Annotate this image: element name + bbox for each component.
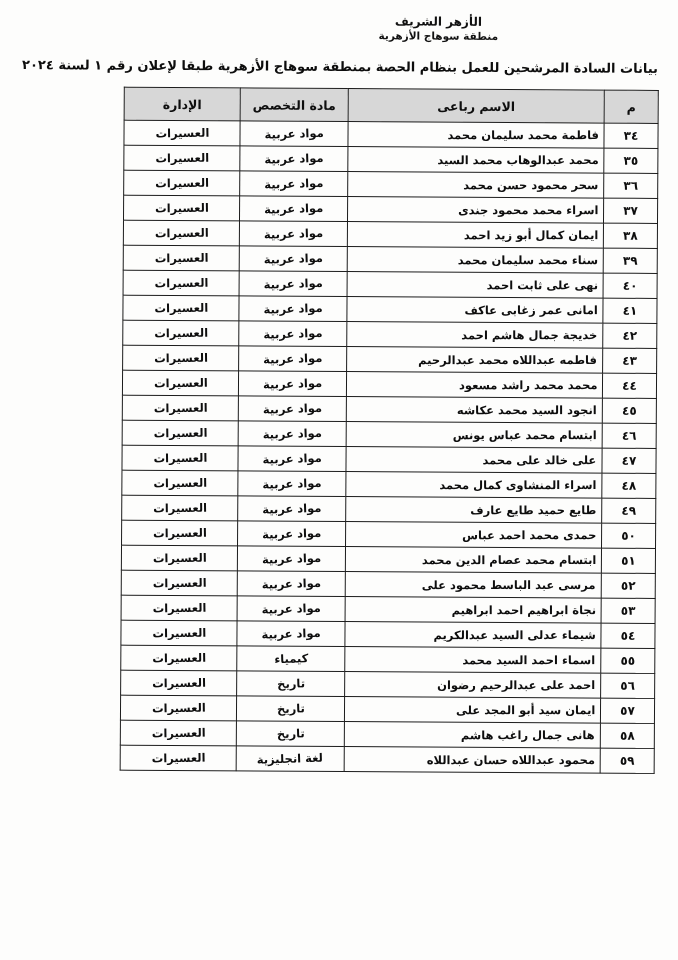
table-row [121,645,655,673]
cell-name: ايمان كمال أبو زيد احمد [347,222,603,249]
table-row [121,670,655,698]
cell-subject: مواد عربية [239,246,347,272]
org-name: الأزهر الشريف [394,14,483,29]
cell-admin: العسيرات [121,620,237,646]
cell-subject: مواد عربية [237,621,345,647]
cell-admin: العسيرات [122,520,238,546]
cell-num: ٣٧ [603,198,657,223]
cell-num: ٤٢ [603,323,657,348]
cell-subject: مواد عربية [237,546,345,572]
cell-num: ٥٧ [600,698,654,723]
table-row [124,145,658,173]
table-row [123,295,657,323]
table-body [120,120,658,773]
org-region: منطقة سوهاج الأزهرية [378,30,499,43]
cell-num: ٥٨ [600,723,654,748]
table-row [122,520,656,548]
cell-admin: العسيرات [122,395,238,421]
cell-subject: مواد عربية [238,371,346,397]
header-admin: الإدارة [124,87,240,121]
table-row [122,470,656,498]
cell-num: ٥٩ [600,748,654,773]
cell-admin: العسيرات [123,270,239,296]
cell-subject: مواد عربية [238,496,346,522]
cell-name: اسراء محمد محمود جندى [347,197,603,224]
cell-name: على خالد على محمد [346,447,602,474]
cell-admin: العسيرات [123,220,239,246]
cell-subject: لغة انجليزية [236,746,344,772]
cell-admin: العسيرات [123,320,239,346]
cell-subject: مواد عربية [238,471,346,497]
cell-admin: العسيرات [121,645,237,671]
table-header [124,87,658,123]
table-row [122,370,656,398]
cell-admin: العسيرات [122,370,238,396]
table-row [123,245,657,273]
cell-name: اسماء احمد السيد محمد [345,647,601,674]
cell-name: انجود السيد محمد عكاشه [346,397,602,424]
cell-admin: العسيرات [123,195,239,221]
table-row [124,120,658,148]
cell-num: ٥٦ [601,673,655,698]
cell-name: ايمان سيد أبو المجد على [344,697,600,724]
cell-name: ابتسام محمد عصام الدين محمد [345,547,601,574]
table-row [123,345,657,373]
cell-subject: كيمياء [237,646,345,672]
cell-name: احمد على عبدالرحيم رضوان [345,672,601,699]
cell-name: طايع حميد طايع عارف [346,497,602,524]
cell-admin: العسيرات [121,545,237,571]
header-subject: مادة التخصص [240,88,348,122]
cell-subject: مواد عربية [238,421,346,447]
cell-num: ٣٤ [604,123,658,148]
cell-subject: مواد عربية [240,171,348,197]
cell-num: ٥٠ [602,523,656,548]
cell-subject: مواد عربية [240,121,348,147]
cell-name: نجاة ابراهيم احمد ابراهيم [345,597,601,624]
document-title: بيانات السادة المرشحين للعمل بنظام الحصة بمنطقة سوهاج الأزهرية طبقا لإعلان رقم ١ لسنة ٢٠٢٤ [22,58,658,77]
table-row [120,695,654,723]
cell-name: هانى جمال راغب هاشم [344,722,600,749]
header-name: الاسم رباعى [348,89,604,124]
table-row [121,545,655,573]
cell-admin: العسيرات [123,345,239,371]
cell-subject: مواد عربية [238,521,346,547]
table-row [123,195,657,223]
cell-admin: العسيرات [122,420,238,446]
cell-admin: العسيرات [120,720,236,746]
cell-num: ٤٩ [602,498,656,523]
cell-subject: مواد عربية [238,446,346,472]
cell-subject: مواد عربية [237,571,345,597]
table-row [123,320,657,348]
header-row [124,87,658,123]
table-row [122,420,656,448]
cell-name: اسراء المنشاوى كمال محمد [346,472,602,499]
cell-num: ٤٠ [603,273,657,298]
cell-num: ٤٧ [602,448,656,473]
candidates-table [120,87,659,774]
cell-num: ٥٣ [601,598,655,623]
cell-admin: العسيرات [121,595,237,621]
cell-num: ٤١ [603,298,657,323]
cell-subject: تاريخ [236,696,344,722]
table-row [124,170,658,198]
cell-subject: مواد عربية [237,596,345,622]
header-num: م [604,90,658,123]
cell-name: سحر محمود حسن محمد [348,172,604,199]
cell-name: حمدى محمد احمد عباس [346,522,602,549]
cell-num: ٤٥ [602,398,656,423]
cell-num: ٤٦ [602,423,656,448]
table-row [122,445,656,473]
table-row [121,595,655,623]
cell-name: شيماء عدلى السيد عبدالكريم [345,622,601,649]
table-row [123,220,657,248]
table-row [120,745,654,773]
cell-admin: العسيرات [120,695,236,721]
cell-num: ٥٤ [601,623,655,648]
cell-admin: العسيرات [124,145,240,171]
cell-subject: مواد عربية [238,396,346,422]
cell-subject: تاريخ [236,721,344,747]
cell-name: فاطمة محمد سليمان محمد [348,122,604,149]
cell-num: ٣٦ [604,173,658,198]
cell-name: امانى عمر زغابى عاكف [347,297,603,324]
cell-admin: العسيرات [124,120,240,146]
cell-name: محمد محمد راشد مسعود [346,372,602,399]
cell-admin: العسيرات [120,745,236,771]
cell-admin: العسيرات [124,170,240,196]
cell-subject: مواد عربية [239,271,347,297]
cell-subject: مواد عربية [239,221,347,247]
cell-num: ٣٩ [603,248,657,273]
cell-name: سناء محمد سليمان محمد [347,247,603,274]
table-row [121,620,655,648]
table-row [121,570,655,598]
cell-subject: مواد عربية [239,321,347,347]
cell-subject: مواد عربية [239,296,347,322]
cell-subject: تاريخ [237,671,345,697]
cell-admin: العسيرات [122,495,238,521]
cell-name: نهى على ثابت احمد [347,272,603,299]
cell-admin: العسيرات [122,445,238,471]
cell-num: ٤٣ [603,348,657,373]
cell-num: ٤٤ [602,373,656,398]
organization-header [379,14,499,43]
cell-name: محمد عبدالوهاب محمد السيد [348,147,604,174]
cell-num: ٤٨ [602,473,656,498]
cell-num: ٣٥ [604,148,658,173]
cell-name: محمود عبداللاه حسان عبداللاه [344,747,600,774]
table-row [123,270,657,298]
cell-name: خديجة جمال هاشم احمد [347,322,603,349]
cell-num: ٥٢ [601,573,655,598]
cell-subject: مواد عربية [239,346,347,372]
cell-num: ٥٥ [601,648,655,673]
table-row [120,720,654,748]
cell-subject: مواد عربية [239,196,347,222]
cell-num: ٣٨ [603,223,657,248]
cell-name: ابتسام محمد عباس يونس [346,422,602,449]
cell-subject: مواد عربية [240,146,348,172]
cell-admin: العسيرات [122,470,238,496]
cell-name: مرسى عبد الباسط محمود على [345,572,601,599]
cell-admin: العسيرات [123,295,239,321]
cell-admin: العسيرات [121,670,237,696]
cell-admin: العسيرات [121,570,237,596]
cell-num: ٥١ [601,548,655,573]
table-row [122,395,656,423]
cell-name: فاطمه عبداللاه محمد عبدالرحيم [347,347,603,374]
cell-admin: العسيرات [123,245,239,271]
table-row [122,495,656,523]
